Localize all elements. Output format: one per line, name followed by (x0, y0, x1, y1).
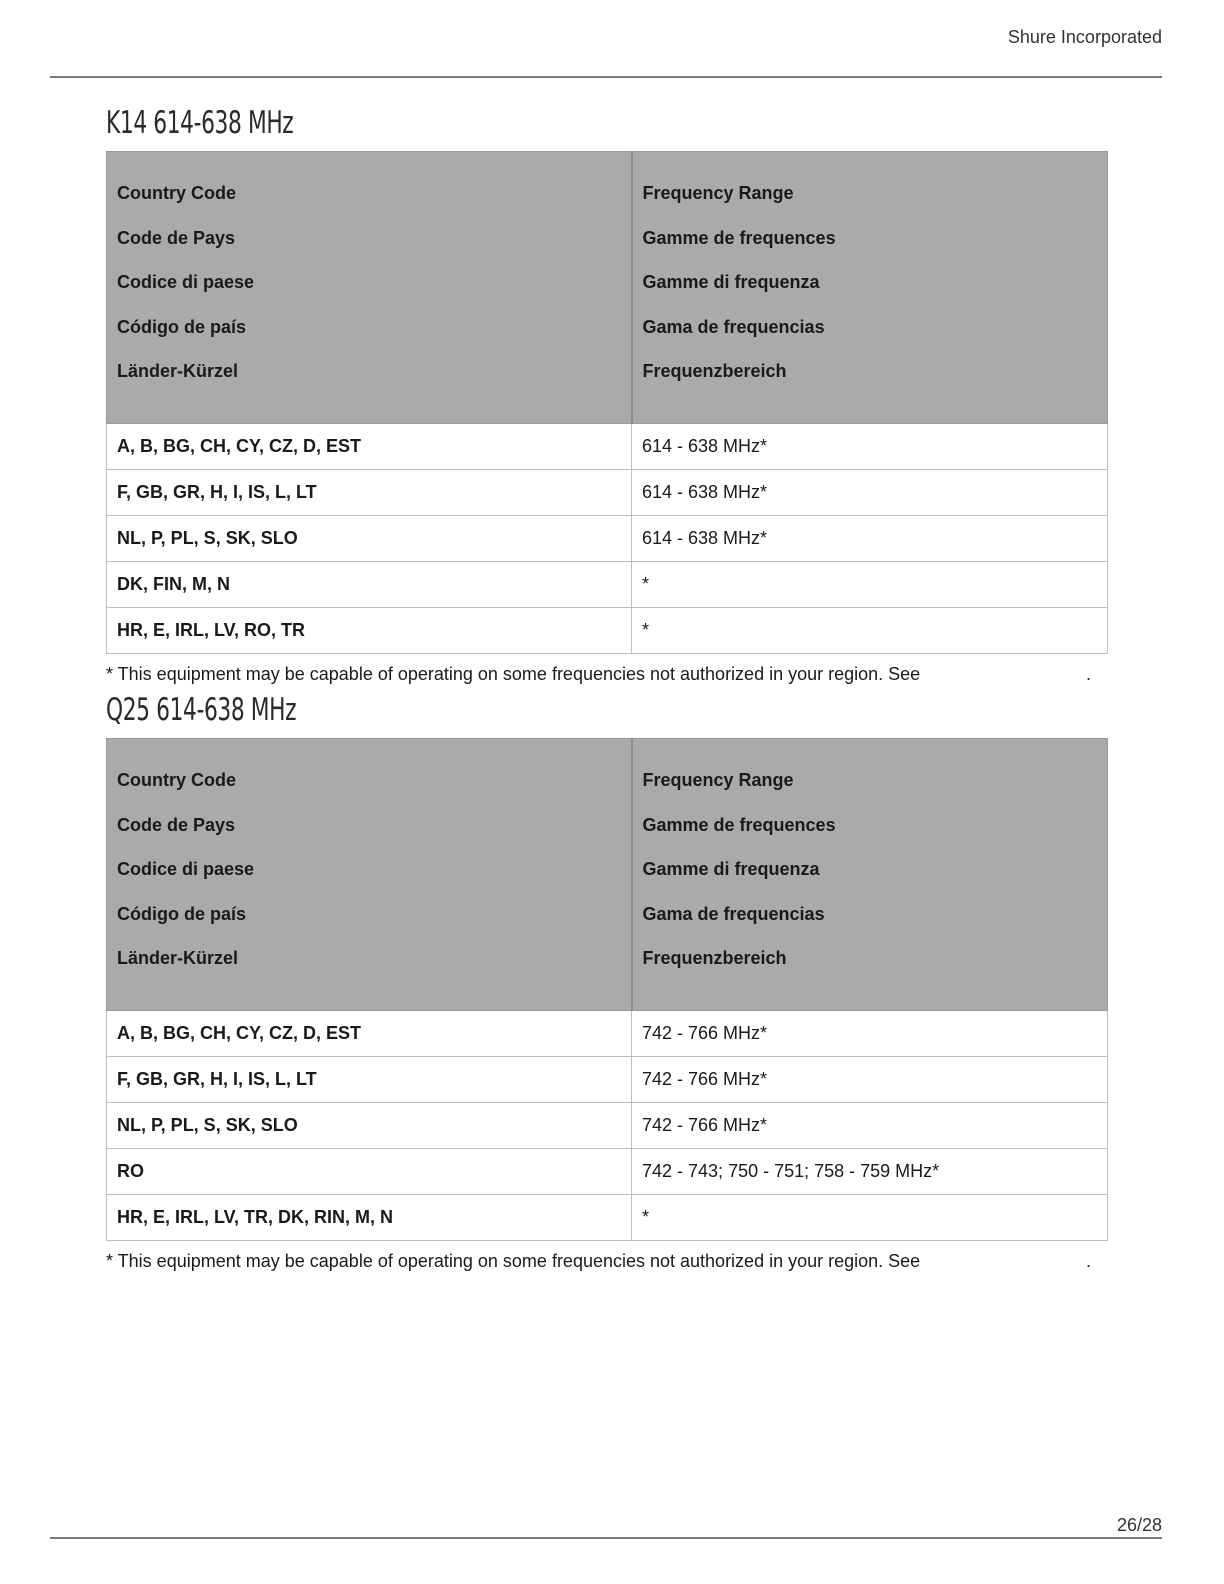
country-codes-cell: F, GB, GR, H, I, IS, L, LT (107, 469, 632, 515)
footnote (106, 1251, 1091, 1272)
header-label: Codice di paese (117, 859, 255, 879)
frequency-section-q25 (106, 691, 1107, 1272)
header-label: Frequenzbereich (642, 948, 787, 968)
country-codes-cell: F, GB, GR, H, I, IS, L, LT (107, 1056, 632, 1102)
header-label: Länder-Kürzel (117, 948, 239, 968)
footnote (106, 664, 1091, 685)
country-codes-cell: HR, E, IRL, LV, RO, TR (107, 607, 632, 653)
country-codes-cell: A, B, BG, CH, CY, CZ, D, EST (107, 1010, 632, 1056)
frequency-range-cell: 742 - 743; 750 - 751; 758 - 759 MHz* (632, 1148, 1108, 1194)
frequency-range-cell: 614 - 638 MHz* (632, 469, 1108, 515)
footer-divider (50, 1537, 1162, 1539)
footnote-text: * This equipment may be capable of operating on some frequencies not authorized in your region. See (106, 663, 921, 684)
country-code-header (107, 152, 632, 424)
header-label: Gamme di frequenza (642, 859, 820, 879)
header-label: Codice di paese (117, 272, 255, 292)
header-label: Frequency Range (642, 183, 794, 203)
country-codes-cell: RO (107, 1148, 632, 1194)
header-label: Code de Pays (117, 227, 236, 248)
table-row (107, 1102, 1108, 1148)
frequency-range-cell: * (632, 1194, 1108, 1240)
country-code-header (107, 739, 632, 1011)
frequency-table (106, 151, 1108, 654)
country-codes-cell: NL, P, PL, S, SK, SLO (107, 1102, 632, 1148)
country-codes-cell: A, B, BG, CH, CY, CZ, D, EST (107, 423, 632, 469)
country-codes-cell: DK, FIN, M, N (107, 561, 632, 607)
frequency-range-cell: * (632, 607, 1108, 653)
footnote-end: . (1085, 1250, 1091, 1271)
header-label: Country Code (117, 183, 236, 203)
header-divider (50, 76, 1162, 78)
section-title: K14 614-638 MHz (106, 105, 294, 141)
header-label: Frequenzbereich (642, 361, 787, 381)
header-label: Code de Pays (117, 814, 236, 835)
country-codes-cell: HR, E, IRL, LV, TR, DK, RIN, M, N (107, 1194, 632, 1240)
header-label: Gamme di frequenza (642, 272, 820, 292)
footnote-end: . (1085, 663, 1091, 684)
table-row (107, 1148, 1108, 1194)
section-title: Q25 614-638 MHz (106, 692, 297, 728)
table-row (107, 423, 1108, 469)
header-label: Country Code (117, 770, 236, 790)
table-row (107, 607, 1108, 653)
table-row (107, 561, 1108, 607)
footnote-text: * This equipment may be capable of operating on some frequencies not authorized in your region. See (106, 1250, 921, 1271)
header-label: Länder-Kürzel (117, 361, 239, 381)
frequency-range-cell: 742 - 766 MHz* (632, 1010, 1108, 1056)
header-label: Código de país (117, 903, 247, 924)
header-label: Gamme de frequences (642, 227, 836, 248)
frequency-range-cell: 742 - 766 MHz* (632, 1056, 1108, 1102)
frequency-range-cell: * (632, 561, 1108, 607)
table-header-row (107, 739, 1108, 1011)
frequency-range-header (632, 739, 1108, 1011)
header-label: Gama de frequencias (642, 903, 825, 924)
table-row (107, 515, 1108, 561)
frequency-table (106, 738, 1108, 1241)
frequency-section-k14 (106, 104, 1107, 685)
frequency-range-cell: 614 - 638 MHz* (632, 515, 1108, 561)
header-label: Código de país (117, 316, 247, 337)
company-name: Shure Incorporated (1007, 27, 1162, 47)
table-header-row (107, 152, 1108, 424)
header-label: Gamme de frequences (642, 814, 836, 835)
frequency-range-cell: 742 - 766 MHz* (632, 1102, 1108, 1148)
table-row (107, 1056, 1108, 1102)
table-row (107, 1194, 1108, 1240)
header-label: Gama de frequencias (642, 316, 825, 337)
table-row (107, 469, 1108, 515)
frequency-range-header (632, 152, 1108, 424)
country-codes-cell: NL, P, PL, S, SK, SLO (107, 515, 632, 561)
page-number: 26/28 (1116, 1515, 1162, 1535)
frequency-range-cell: 614 - 638 MHz* (632, 423, 1108, 469)
table-row (107, 1010, 1108, 1056)
header-label: Frequency Range (642, 770, 794, 790)
